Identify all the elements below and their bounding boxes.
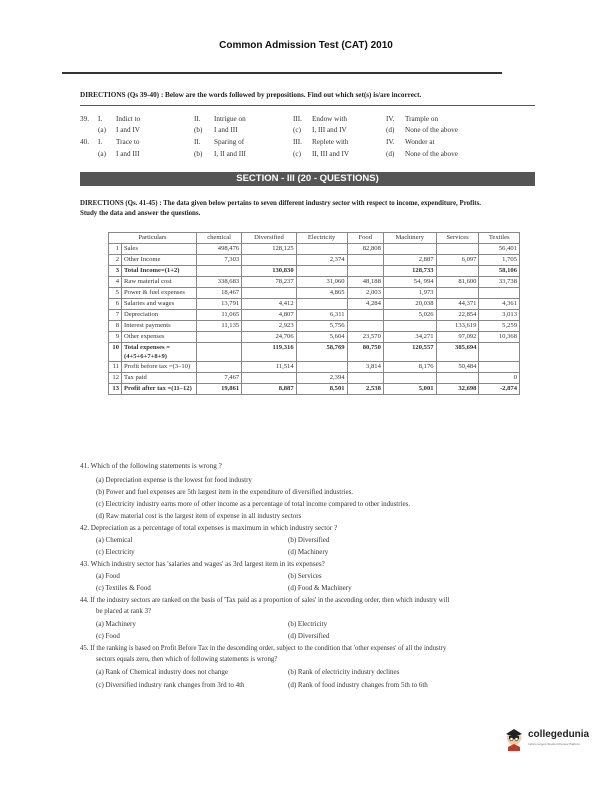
q40-option: None of the above xyxy=(405,150,458,158)
row-number: 4 xyxy=(109,277,122,288)
table-cell: 10,368 xyxy=(479,332,520,343)
row-label: Profit before tax =(3–10) xyxy=(122,362,197,373)
table-cell: 2,923 xyxy=(242,321,296,332)
q43-option-a: (a) Food xyxy=(96,572,120,580)
table-cell: 130,830 xyxy=(242,266,296,277)
table-cell xyxy=(436,244,479,255)
table-row xyxy=(109,288,520,299)
q40-option-label: (d) xyxy=(386,150,395,158)
table-cell xyxy=(436,373,479,384)
table-cell xyxy=(347,310,383,321)
table-row xyxy=(109,255,520,266)
table-row xyxy=(109,343,520,362)
table-cell: 2,374 xyxy=(296,255,347,266)
table-cell: 11,065 xyxy=(197,310,242,321)
table-cell: 133,619 xyxy=(436,321,479,332)
table-cell: 5,001 xyxy=(383,384,436,395)
table-row xyxy=(109,299,520,310)
q41-option-b: (b) Power and fuel expenses are 5th largest item in the expenditure of diversified industries. xyxy=(96,488,354,496)
q40-label: III. xyxy=(293,138,302,146)
q40-text: Wonder at xyxy=(405,138,435,146)
table-cell: 8,501 xyxy=(296,384,347,395)
table-cell: 23,570 xyxy=(347,332,383,343)
row-number: 6 xyxy=(109,299,122,310)
table-cell: 33,738 xyxy=(479,277,520,288)
table-cell xyxy=(347,266,383,277)
table-cell xyxy=(197,266,242,277)
q40-option: I and III xyxy=(116,150,140,158)
table-header-cell: Machinery xyxy=(383,233,436,244)
table-cell: 4,865 xyxy=(296,288,347,299)
table-cell: 5,026 xyxy=(383,310,436,321)
q41-stem: 41. Which of the following statements is wrong ? xyxy=(80,462,222,470)
table-cell: 31,060 xyxy=(296,277,347,288)
q39-text: Intrigue on xyxy=(214,115,246,123)
table-cell: 11,514 xyxy=(242,362,296,373)
row-label: Profit after tax =(11–12) xyxy=(122,384,197,395)
table-cell: 3,814 xyxy=(347,362,383,373)
q39-option-label: (b) xyxy=(194,126,203,134)
q44-stem: 44. If the industry sectors are ranked on the basis of 'Tax paid as a proportion of sales' in the ascending order, then which industry will xyxy=(80,597,450,604)
collegedunia-logo[interactable] xyxy=(504,727,604,753)
table-row xyxy=(109,362,520,373)
table-cell: 8,887 xyxy=(242,384,296,395)
q40-option: I, II and III xyxy=(214,150,246,158)
row-number: 10 xyxy=(109,343,122,362)
table-cell: 4,361 xyxy=(479,299,520,310)
table-cell xyxy=(197,362,242,373)
top-rule xyxy=(62,72,502,74)
row-label: Salaries and wages xyxy=(122,299,197,310)
row-label: Tax paid xyxy=(122,373,197,384)
row-number: 8 xyxy=(109,321,122,332)
table-row xyxy=(109,310,520,321)
table-cell: 81,600 xyxy=(436,277,479,288)
table-cell: 48,188 xyxy=(347,277,383,288)
table-cell xyxy=(383,373,436,384)
table-cell: 338,683 xyxy=(197,277,242,288)
table-row xyxy=(109,373,520,384)
q39-label: III. xyxy=(293,115,302,123)
q39-label: I. xyxy=(98,115,103,123)
table-cell: 6,311 xyxy=(296,310,347,321)
table-cell xyxy=(479,288,520,299)
q40-label: I. xyxy=(98,138,103,146)
table-cell xyxy=(296,244,347,255)
table-header-row xyxy=(109,233,520,244)
q40-number: 40. xyxy=(80,138,89,146)
q39-text: Indict to xyxy=(116,115,141,123)
row-label: Total expenses =(4+5+6+7+8+9) xyxy=(122,343,197,362)
table-cell: 2,003 xyxy=(347,288,383,299)
q42-option-c: (c) Electricity xyxy=(96,548,135,556)
q40-option-label: (b) xyxy=(194,150,203,158)
table-cell: 8,176 xyxy=(383,362,436,373)
divider xyxy=(80,105,535,106)
table-cell xyxy=(242,373,296,384)
table-cell xyxy=(479,362,520,373)
directions-table-line1: DIRECTIONS (Qs. 41-45) : The data given below pertains to seven different industry sector with respect to income, expenditure, Profits. xyxy=(80,200,481,207)
q40-option-label: (a) xyxy=(98,150,106,158)
table-cell: 78,237 xyxy=(242,277,296,288)
row-label: Power & fuel expenses xyxy=(122,288,197,299)
table-cell xyxy=(347,255,383,266)
table-cell: 385,694 xyxy=(436,343,479,362)
row-label: Other expenses xyxy=(122,332,197,343)
table-cell xyxy=(436,288,479,299)
page-title: Common Admission Test (CAT) 2010 xyxy=(219,40,393,51)
q44-option-d: (d) Diversified xyxy=(288,632,330,640)
table-cell: 58,769 xyxy=(296,343,347,362)
table-cell: 7,303 xyxy=(197,255,242,266)
directions-table-line2: Study the data and answer the questions. xyxy=(80,210,201,217)
table-cell xyxy=(383,321,436,332)
table-cell: 128,733 xyxy=(383,266,436,277)
table-cell: 11,135 xyxy=(197,321,242,332)
logo-wordmark: collegedunia xyxy=(528,729,590,740)
table-cell: 24,706 xyxy=(242,332,296,343)
q40-label: IV. xyxy=(386,138,395,146)
table-cell: 97,092 xyxy=(436,332,479,343)
q39-option-label: (a) xyxy=(98,126,106,134)
row-label: Raw material cost xyxy=(122,277,197,288)
table-row xyxy=(109,321,520,332)
table-row xyxy=(109,266,520,277)
table-cell: 498,476 xyxy=(197,244,242,255)
table-cell xyxy=(242,288,296,299)
q43-option-b: (b) Services xyxy=(288,572,322,580)
table-cell: 32,698 xyxy=(436,384,479,395)
table-cell: 0 xyxy=(479,373,520,384)
table-header-cell: Particulars xyxy=(109,233,197,244)
table-cell: 2,538 xyxy=(347,384,383,395)
q40-row2 xyxy=(80,150,540,160)
q43-option-c: (c) Textiles & Food xyxy=(96,584,151,592)
q39-label: IV. xyxy=(386,115,395,123)
industry-data-table xyxy=(108,232,520,395)
row-label: Sales xyxy=(122,244,197,255)
table-cell: 3,013 xyxy=(479,310,520,321)
q40-option: II, III and IV xyxy=(312,150,350,158)
q40-text: Trace to xyxy=(116,138,140,146)
table-header-cell: Textiles xyxy=(479,233,520,244)
table-cell xyxy=(436,266,479,277)
row-number: 2 xyxy=(109,255,122,266)
table-cell xyxy=(296,266,347,277)
table-cell: 4,284 xyxy=(347,299,383,310)
q41-option-d: (d) Raw material cost is the largest item of expense in all industry sectors xyxy=(96,512,302,520)
q39-option: None of the above xyxy=(405,126,458,134)
q40-row1 xyxy=(80,138,540,148)
q39-option: I, III and IV xyxy=(312,126,347,134)
table-cell: 82,808 xyxy=(347,244,383,255)
row-label: Depreciation xyxy=(122,310,197,321)
table-cell: -2,874 xyxy=(479,384,520,395)
table-cell xyxy=(197,343,242,362)
table-cell: 5,259 xyxy=(479,321,520,332)
table-cell: 19,861 xyxy=(197,384,242,395)
row-number: 11 xyxy=(109,362,122,373)
table-cell: 20,038 xyxy=(383,299,436,310)
row-number: 5 xyxy=(109,288,122,299)
table-cell: 18,467 xyxy=(197,288,242,299)
q40-label: II. xyxy=(194,138,201,146)
logo-tagline: India's largest Student Review Platform xyxy=(528,742,581,746)
table-cell: 128,125 xyxy=(242,244,296,255)
q39-label: II. xyxy=(194,115,201,123)
table-cell: 6,097 xyxy=(436,255,479,266)
q41-option-a: (a) Depreciation expense is the lowest for food industry xyxy=(96,476,252,484)
q39-number: 39. xyxy=(80,115,89,123)
table-cell: 2,887 xyxy=(383,255,436,266)
q44-option-c: (c) Food xyxy=(96,632,120,640)
q40-option-label: (c) xyxy=(293,150,301,158)
table-header-cell: Electricity xyxy=(296,233,347,244)
q39-text: Trample on xyxy=(405,115,439,123)
table-header-cell: Services xyxy=(436,233,479,244)
section-banner xyxy=(80,172,535,186)
table-cell xyxy=(197,332,242,343)
q40-text: Sparing of xyxy=(214,138,245,146)
table-cell xyxy=(479,343,520,362)
table-cell: 58,106 xyxy=(479,266,520,277)
q39-row2 xyxy=(80,126,540,136)
row-number: 12 xyxy=(109,373,122,384)
q39-option-label: (d) xyxy=(386,126,395,134)
table-cell xyxy=(383,244,436,255)
table-cell xyxy=(296,362,347,373)
table-cell: 22,854 xyxy=(436,310,479,321)
table-row xyxy=(109,244,520,255)
q45-option-a: (a) Rank of Chemical industry does not change xyxy=(96,668,228,676)
q39-option: I and III xyxy=(214,126,238,134)
row-label: Interest payments xyxy=(122,321,197,332)
table-cell: 34,271 xyxy=(383,332,436,343)
table-cell: 13,791 xyxy=(197,299,242,310)
q39-text: Endow with xyxy=(312,115,347,123)
q42-option-b: (b) Diversified xyxy=(288,536,330,544)
q45-option-c: (c) Diversified industry rank changes from 3rd to 4th xyxy=(96,681,245,689)
table-cell: 4,807 xyxy=(242,310,296,321)
row-number: 1 xyxy=(109,244,122,255)
row-number: 13 xyxy=(109,384,122,395)
table-cell: 56,401 xyxy=(479,244,520,255)
q44-option-b: (b) Electricity xyxy=(288,620,328,628)
q45-option-d: (d) Rank of food industry changes from 5th to 6th xyxy=(288,681,428,689)
table-header-cell: Food xyxy=(347,233,383,244)
table-cell xyxy=(347,373,383,384)
q42-stem: 42. Depreciation as a percentage of total expenses is maximum in which industry sector ? xyxy=(80,524,338,532)
table-cell: 7,467 xyxy=(197,373,242,384)
row-number: 7 xyxy=(109,310,122,321)
q41-option-c: (c) Electricity industry earns more of other income as a percentage of total income compared to other industries. xyxy=(96,500,411,508)
table-cell: 2,394 xyxy=(296,373,347,384)
table-row xyxy=(109,277,520,288)
q39-row1 xyxy=(80,115,540,125)
table-cell xyxy=(296,299,347,310)
q42-option-d: (d) Machinery xyxy=(288,548,329,556)
row-label: Total Income=(1+2) xyxy=(122,266,197,277)
q45-stem: 45. If the ranking is based on Profit Before Tax in the descending order, subject to the condition that 'other expenses' of all the industry xyxy=(80,645,447,652)
directions-top: DIRECTIONS (Qs 39-40) : Below are the words followed by prepositions. Find out which set(s) is/are incorrect. xyxy=(80,91,422,99)
table-cell: 5,604 xyxy=(296,332,347,343)
table-row xyxy=(109,384,520,395)
table-header-cell: chemical xyxy=(197,233,242,244)
q43-stem: 43. Which industry sector has 'salaries and wages' as 3rd largest item in its expenses? xyxy=(80,560,325,568)
table-cell: 1,973 xyxy=(383,288,436,299)
table-cell xyxy=(347,321,383,332)
table-cell: 80,750 xyxy=(347,343,383,362)
q39-option-label: (c) xyxy=(293,126,301,134)
q43-option-d: (d) Food & Machinery xyxy=(288,584,352,592)
table-cell: 1,705 xyxy=(479,255,520,266)
section-label: SECTION - III (20 - QUESTIONS) xyxy=(236,173,379,184)
table-cell: 50,484 xyxy=(436,362,479,373)
row-label: Other Income xyxy=(122,255,197,266)
table-row xyxy=(109,332,520,343)
q39-option: I and IV xyxy=(116,126,140,134)
q45-option-b: (b) Rank of electricity industry declines xyxy=(288,668,400,676)
q44-stem-cont: be placed at rank 3? xyxy=(96,608,152,615)
table-cell: 5,756 xyxy=(296,321,347,332)
table-header-cell: Diversified xyxy=(242,233,296,244)
row-number: 9 xyxy=(109,332,122,343)
row-number: 3 xyxy=(109,266,122,277)
q45-stem-cont: sectors equals zero, then which of following statements is wrong? xyxy=(96,656,278,663)
q42-option-a: (a) Chemical xyxy=(96,536,133,544)
q40-text: Replete with xyxy=(312,138,349,146)
table-cell: 54, 994 xyxy=(383,277,436,288)
table-cell xyxy=(242,255,296,266)
table-cell: 120,557 xyxy=(383,343,436,362)
table-cell: 119,316 xyxy=(242,343,296,362)
table-cell: 4,412 xyxy=(242,299,296,310)
q44-option-a: (a) Machinery xyxy=(96,620,136,628)
table-cell: 44,371 xyxy=(436,299,479,310)
mascot-icon xyxy=(504,727,524,751)
